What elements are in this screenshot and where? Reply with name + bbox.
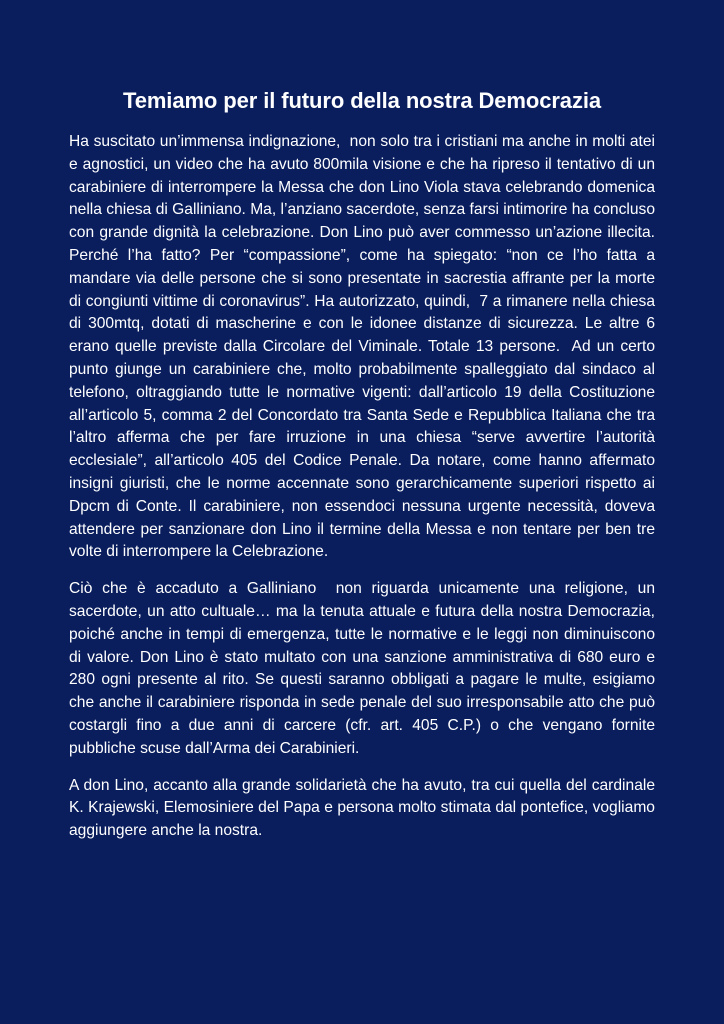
document-title: Temiamo per il futuro della nostra Democrazia <box>123 88 601 113</box>
body-paragraph-2: Ciò che è accaduto a Galliniano non riguarda unicamente una religione, un sacerdote, un atto cultuale… ma la tenuta attuale e futura della nostra Democrazia, poiché anche in tempi di emergenza, tutte le normative e le leggi non diminuiscono di valore. Don Lino è stato multato con una sanzione amministrativa di 680 euro e 280 ogni presente al rito. Se questi saranno obbligati a pagare le multe, esigiamo che anche il carabiniere risponda in sede penale del suo irresponsabile atto che può costargli fino a due anni di carcere (cfr. art. 405 C.P.) o che vengano fornite pubbliche scuse dall’Arma dei Carabinieri. <box>69 580 660 757</box>
body-paragraph-1: Ha suscitato un’immensa indignazione, non solo tra i cristiani ma anche in molti atei e agnostici, un video che ha avuto 800mila visione e che ha ripreso il tentativo di un carabiniere di interrompere la Messa che don Lino Viola stava celebrando domenica nella chiesa di Galliniano. Ma, l’anziano sacerdote, senza farsi intimorire ha concluso con grande dignità la celebrazione. Don Lino può aver commesso un’azione illecita. Perché l’ha fatto? Per “compassione”, come ha spiegato: “non ce l’ho fatta a mandare via delle persone che si sono presentate in sacrestia affrante per la morte di congiunti vittime di coronavirus”. Ha autorizzato, quindi, 7 a rimanere nella chiesa di 300mtq, dotati di mascherine e con le idonee distanze di sicurezza. Le altre 6 erano quelle previste dalla Circolare del Viminale. Totale 13 persone. Ad un certo punto giunge un carabiniere che, molto probabilmente spalleggiato dal sindaco al telefono, oltraggiando tutte le normative vigenti: dall’articolo 19 della Costituzione all’articolo 5, comma 2 del Concordato tra Santa Sede e Repubblica Italiana che tra l’altro afferma che per fare irruzione in una chiesa “serve avvertire l’autorità ecclesiale”, all’articolo 405 del Codice Penale. Da notare, come hanno affermato insigni giuristi, che le norme accennate sono gerarchicamente superiori rispetto ai Dpcm di Conte. Il carabiniere, non essendoci nessuna urgente necessità, doveva attendere per sanzionare don Lino il termine della Messa e non tentare per ben tre volte di interrompere la Celebrazione. <box>69 133 660 561</box>
body-paragraph-3: A don Lino, accanto alla grande solidarietà che ha avuto, tra cui quella del cardinale K. Krajewski, Elemosiniere del Papa e persona molto stimata dal pontefice, vogliamo aggiungere anche la nostra. <box>69 776 660 840</box>
